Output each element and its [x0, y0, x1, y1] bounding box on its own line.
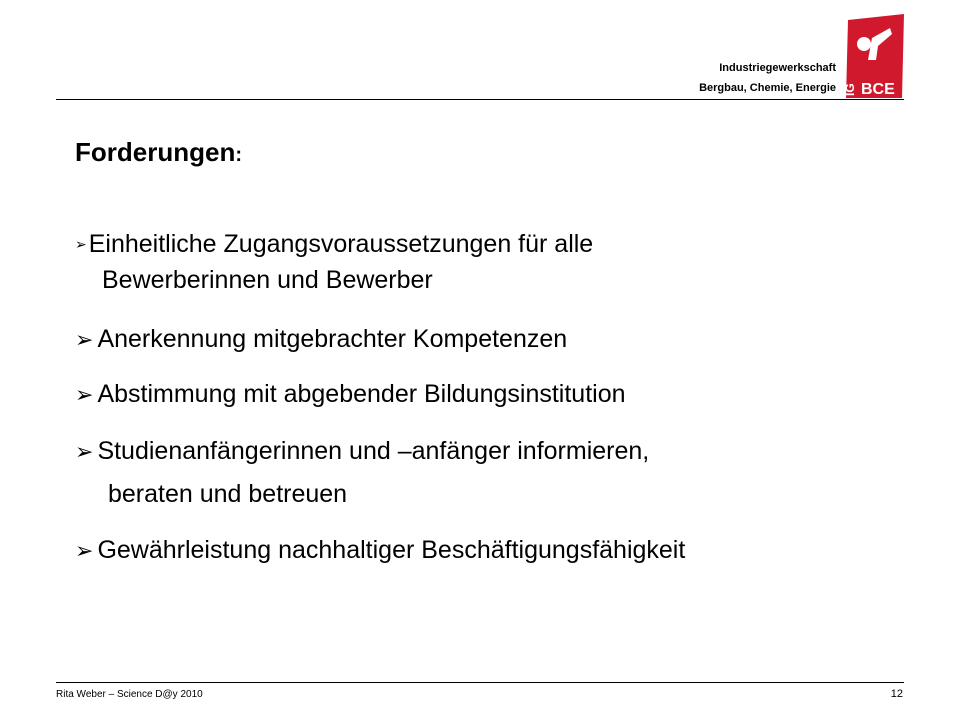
svg-text:BCE: BCE: [861, 81, 895, 98]
footer-divider: [56, 682, 904, 683]
org-name-line2: Bergbau, Chemie, Energie: [699, 82, 836, 94]
bullet-arrow-icon: ➢: [75, 538, 94, 563]
header-divider: [56, 99, 904, 100]
igbce-logo: [842, 14, 906, 98]
bullet-continuation: Bewerberinnen und Bewerber: [102, 266, 433, 294]
bullet-item: [75, 533, 685, 568]
org-name-line1: Industriegewerkschaft: [719, 62, 836, 74]
bullet-arrow-icon: ➢: [75, 382, 94, 407]
slide-title-colon: :: [235, 144, 243, 166]
page-number: 12: [890, 688, 903, 700]
bullet-arrow-icon: ➢: [75, 236, 87, 252]
bullet-text: Studienanfängerinnen und –anfänger informieren,: [97, 437, 650, 465]
bullet-item: [75, 322, 567, 357]
bullet-text: Gewährleistung nachhaltiger Beschäftigungsfähigkeit: [97, 536, 686, 564]
bullet-arrow-icon: ➢: [75, 439, 94, 464]
bullet-item: [75, 434, 649, 469]
bullet-text: Abstimmung mit abgebender Bildungsinstitution: [97, 380, 626, 408]
svg-text:IG: IG: [843, 83, 857, 96]
slide-title: [75, 134, 242, 173]
bullet-continuation: beraten und betreuen: [108, 480, 348, 508]
slide-title-text: Forderungen: [75, 137, 236, 167]
bullet-text: Anerkennung mitgebrachter Kompetenzen: [97, 325, 568, 353]
footer-author: Rita Weber – Science D@y 2010: [56, 689, 203, 700]
bullet-arrow-icon: ➢: [75, 327, 94, 352]
bullet-item: [75, 227, 593, 261]
bullet-item: [75, 377, 626, 412]
bullet-text: Einheitliche Zugangsvoraussetzungen für alle: [88, 230, 594, 258]
